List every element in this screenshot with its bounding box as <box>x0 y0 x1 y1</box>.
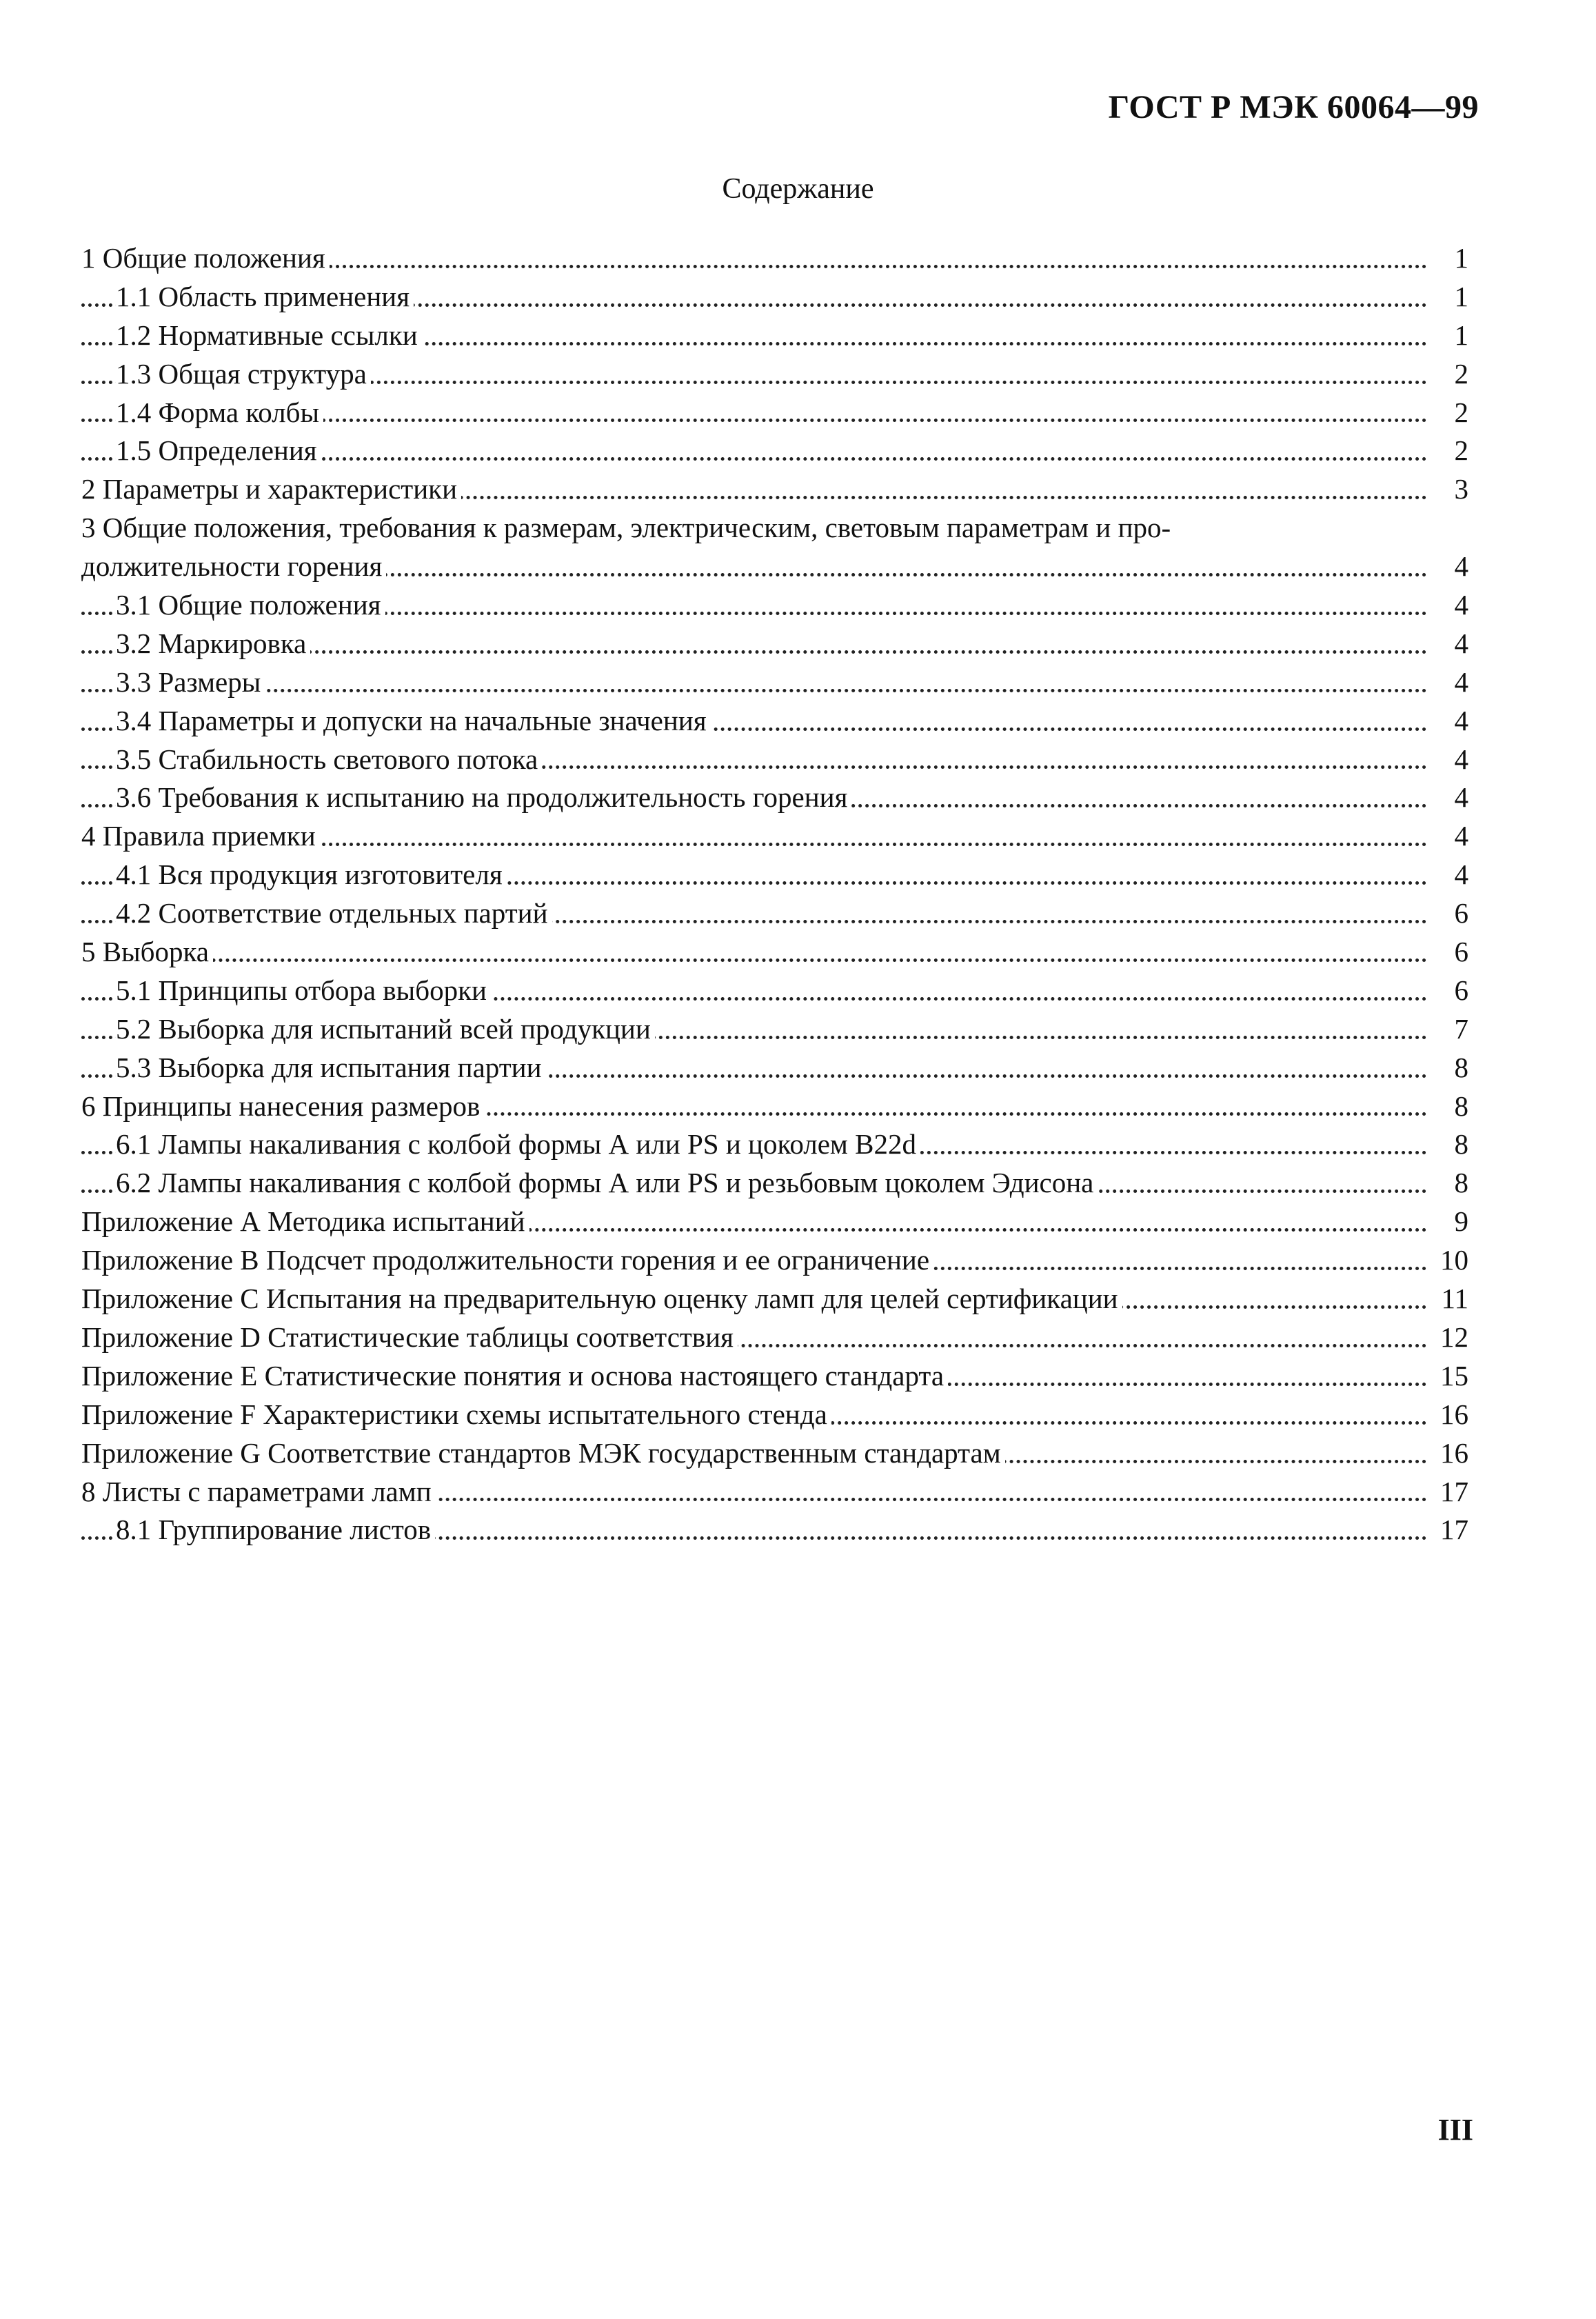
toc-entry-label: 5.1 Принципы отбора выборки <box>116 972 491 1010</box>
toc-entry-page: 3 <box>1427 470 1468 509</box>
toc-entry <box>81 586 1468 625</box>
toc-entry-page: 8 <box>1427 1125 1468 1164</box>
toc-dot-leader <box>81 689 1427 692</box>
table-of-contents <box>81 239 1468 1549</box>
toc-entry <box>81 1318 1468 1357</box>
toc-dot-leader <box>81 958 1427 962</box>
toc-entry-label: 3 Общие положения, требования к размерам, электрическим, световым параметрам и про- <box>81 512 1171 544</box>
toc-entry-label: Приложение F Характеристики схемы испытательного стенда <box>81 1396 831 1434</box>
toc-entry <box>81 1049 1468 1087</box>
toc-entry-page: 4 <box>1427 856 1468 894</box>
toc-entry <box>81 856 1468 894</box>
toc-entry-page: 4 <box>1427 586 1468 625</box>
toc-entry <box>81 1434 1468 1473</box>
toc-entry-label: 1.4 Форма колбы <box>116 394 323 432</box>
toc-entry <box>81 470 1468 509</box>
toc-entry-label: 1 Общие положения <box>81 239 330 278</box>
toc-entry-label: 3.1 Общие положения <box>116 586 385 625</box>
toc-entry <box>81 394 1468 432</box>
toc-entry <box>81 972 1468 1010</box>
toc-entry <box>81 1087 1468 1126</box>
toc-entry-label: 3.3 Размеры <box>116 663 265 702</box>
toc-entry <box>81 779 1468 817</box>
toc-entry <box>81 1396 1468 1434</box>
toc-entry <box>81 1511 1468 1549</box>
toc-entry-label: Приложение G Соответствие стандартов МЭК государственным стандартам <box>81 1434 1005 1473</box>
toc-entry-page: 2 <box>1427 432 1468 470</box>
toc-entry <box>81 1010 1468 1049</box>
toc-entry-page: 2 <box>1427 355 1468 394</box>
toc-entry <box>81 741 1468 779</box>
toc-entry-page: 2 <box>1427 394 1468 432</box>
toc-entry-page: 15 <box>1427 1357 1468 1396</box>
toc-entry-label: Приложение С Испытания на предварительную оценку ламп для целей сертификации <box>81 1280 1122 1318</box>
toc-entry-label: 1.1 Область применения <box>116 278 414 317</box>
toc-entry <box>81 663 1468 702</box>
toc-entry-page: 1 <box>1427 317 1468 355</box>
toc-entry-page: 6 <box>1427 894 1468 933</box>
toc-entry <box>81 509 1468 548</box>
toc-entry-label: 3.6 Требования к испытанию на продолжительность горения <box>116 779 851 817</box>
toc-entry <box>81 625 1468 663</box>
toc-entry <box>81 1203 1468 1241</box>
toc-entry-page: 1 <box>1427 278 1468 317</box>
toc-entry-page: 4 <box>1427 625 1468 663</box>
toc-entry-page: 8 <box>1427 1087 1468 1126</box>
standard-code: ГОСТ Р МЭК 60064—99 <box>1108 89 1479 126</box>
toc-entry <box>81 317 1468 355</box>
toc-entry-page: 4 <box>1427 741 1468 779</box>
toc-entry-label: 6.1 Лампы накаливания с колбой формы А или PS и цоколем B22d <box>116 1125 920 1164</box>
toc-entry-page: 12 <box>1427 1318 1468 1357</box>
toc-entry-label: 3.4 Параметры и допуски на начальные значения <box>116 702 711 741</box>
toc-entry <box>81 933 1468 972</box>
toc-entry-page: 7 <box>1427 1010 1468 1049</box>
toc-entry-label: 5.2 Выборка для испытаний всей продукции <box>116 1010 655 1049</box>
toc-entry-page: 16 <box>1427 1396 1468 1434</box>
toc-entry <box>81 702 1468 741</box>
toc-entry-page: 11 <box>1427 1280 1468 1318</box>
toc-entry-page: 6 <box>1427 972 1468 1010</box>
toc-entry-label: должительности горения <box>81 548 386 586</box>
toc-entry-label: 3.2 Маркировка <box>116 625 310 663</box>
toc-entry-label: 4 Правила приемки <box>81 817 320 856</box>
toc-entry-label: 6 Принципы нанесения размеров <box>81 1087 484 1126</box>
toc-entry-page: 17 <box>1427 1473 1468 1512</box>
toc-entry <box>81 1164 1468 1203</box>
toc-entry-label: 5 Выборка <box>81 933 213 972</box>
toc-entry <box>81 1241 1468 1280</box>
toc-entry <box>81 432 1468 470</box>
toc-entry-label: 3.5 Стабильность светового потока <box>116 741 542 779</box>
toc-entry-label: 8 Листы с параметрами ламп <box>81 1473 436 1512</box>
page-number: III <box>1437 2113 1473 2147</box>
toc-entry <box>81 548 1468 586</box>
toc-entry-label: 4.1 Вся продукция изготовителя <box>116 856 507 894</box>
toc-entry-label: 1.2 Нормативные ссылки <box>116 317 422 355</box>
toc-entry-page: 4 <box>1427 779 1468 817</box>
toc-entry <box>81 1280 1468 1318</box>
toc-entry-page: 6 <box>1427 933 1468 972</box>
toc-entry-label: Приложение А Методика испытаний <box>81 1203 529 1241</box>
toc-entry <box>81 1125 1468 1164</box>
toc-entry-page: 8 <box>1427 1049 1468 1087</box>
toc-entry <box>81 817 1468 856</box>
toc-entry <box>81 894 1468 933</box>
toc-entry <box>81 355 1468 394</box>
toc-entry <box>81 239 1468 278</box>
toc-title: Содержание <box>722 173 874 205</box>
toc-entry-page: 17 <box>1427 1511 1468 1549</box>
toc-entry-page: 4 <box>1427 548 1468 586</box>
toc-entry-label: Приложение Е Статистические понятия и основа настоящего стандарта <box>81 1357 948 1396</box>
toc-entry-page: 8 <box>1427 1164 1468 1203</box>
toc-entry-label: 2 Параметры и характеристики <box>81 470 461 509</box>
toc-entry-label: 6.2 Лампы накаливания с колбой формы А или PS и резьбовым цоколем Эдисона <box>116 1164 1098 1203</box>
toc-entry-page: 4 <box>1427 663 1468 702</box>
toc-entry-label: Приложение В Подсчет продолжительности горения и ее ограничение <box>81 1241 933 1280</box>
toc-entry <box>81 1357 1468 1396</box>
toc-entry <box>81 1473 1468 1512</box>
toc-entry-page: 4 <box>1427 817 1468 856</box>
toc-entry-label: 1.5 Определения <box>116 432 321 470</box>
toc-entry <box>81 278 1468 317</box>
toc-entry-label: 4.2 Соответствие отдельных партий <box>116 894 552 933</box>
toc-entry-page: 4 <box>1427 702 1468 741</box>
toc-entry-page: 10 <box>1427 1241 1468 1280</box>
toc-entry-page: 9 <box>1427 1203 1468 1241</box>
toc-entry-label: 5.3 Выборка для испытания партии <box>116 1049 546 1087</box>
toc-entry-label: 1.3 Общая структура <box>116 355 371 394</box>
toc-entry-page: 16 <box>1427 1434 1468 1473</box>
toc-entry-label: Приложение D Статистические таблицы соответствия <box>81 1318 738 1357</box>
toc-entry-label: 8.1 Группирование листов <box>116 1511 435 1549</box>
toc-entry-page: 1 <box>1427 239 1468 278</box>
